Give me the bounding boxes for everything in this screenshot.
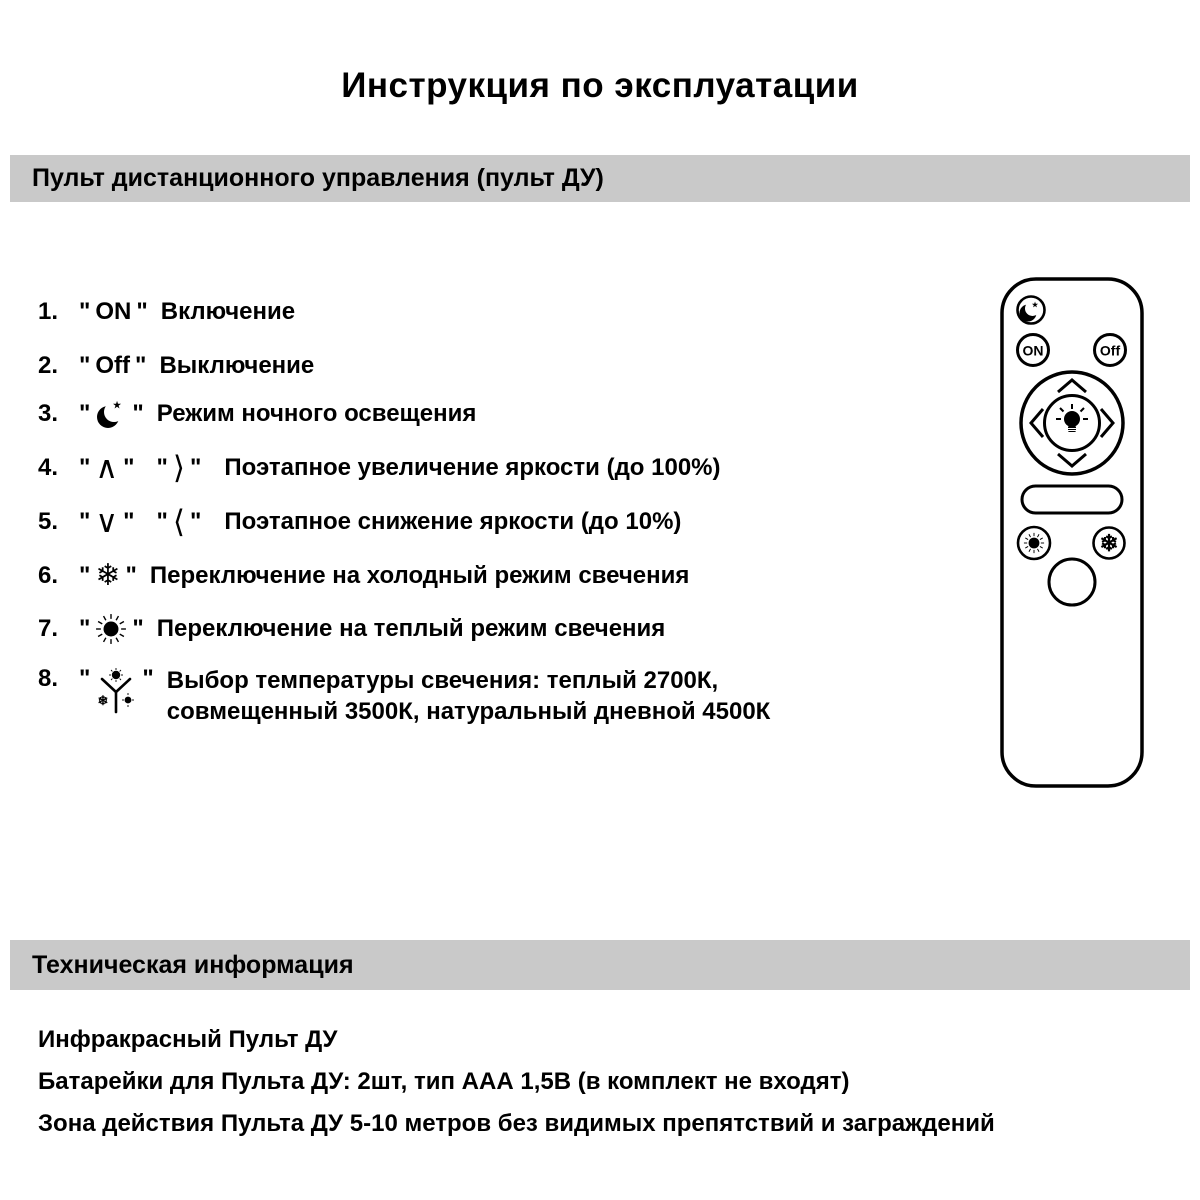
quote-mark: " (136, 298, 148, 325)
svg-text:❄: ❄ (97, 693, 109, 708)
section-header-tech-label: Техническая информация (32, 950, 354, 979)
list-item-off (38, 348, 314, 384)
quote-mark: " (79, 298, 91, 325)
cold-mode-button (1094, 528, 1125, 559)
tech-info-line: Инфракрасный Пульт ДУ (38, 1026, 338, 1053)
warm-mode-button (1018, 527, 1050, 559)
pill-button (1022, 486, 1122, 513)
item-text: Выбор температуры свечения: теплый 2700К, (166, 667, 719, 694)
list-item-cold-mode (38, 558, 689, 594)
chevron-down-icon: ∨ (95, 503, 119, 539)
item-number: 1. (38, 298, 59, 325)
item-text: Выключение (159, 352, 315, 379)
quote-mark: " (132, 615, 144, 642)
quote-mark: " (79, 454, 91, 481)
section-header-tech (10, 940, 1190, 990)
page-title: Инструкция по эксплуатации (341, 66, 859, 105)
quote-mark: " (79, 508, 91, 535)
item-text-line2: совмещенный 3500К, натуральный дневной 4500К (166, 698, 771, 725)
list-item-brightness-up (38, 450, 721, 486)
tech-info-line: Батарейки для Пульта ДУ: 2шт, тип ААА 1,5В (в комплект не входят) (38, 1068, 850, 1095)
quote-mark: " (142, 665, 154, 692)
on-button-label: ON (95, 298, 132, 325)
angle-right-icon: ⟩ (172, 449, 185, 485)
night-mode-button (1018, 297, 1045, 324)
item-text: Переключение на теплый режим свечения (156, 615, 666, 642)
quote-mark: " (189, 454, 202, 481)
star-icon: ★ (1031, 302, 1039, 309)
item-number: 3. (38, 400, 59, 427)
angle-left-icon: ⟨ (172, 503, 185, 539)
svg-text:ON: ON (1022, 342, 1044, 359)
item-number: 8. (38, 665, 59, 692)
item-number: 5. (38, 508, 59, 535)
remote-control-illustration (1000, 277, 1144, 793)
quote-mark: " (79, 665, 91, 692)
item-number: 2. (38, 352, 59, 379)
dpad-control (1021, 372, 1123, 474)
svg-text:Off: Off (1099, 342, 1121, 359)
off-button-label: Off (95, 352, 131, 379)
item-number: 4. (38, 454, 59, 481)
quote-mark: " (189, 508, 202, 535)
quote-mark: " (79, 562, 91, 589)
item-text: Переключение на холодный режим свечения (149, 562, 690, 589)
list-item-brightness-down (38, 504, 681, 540)
list-item-night-mode (38, 396, 476, 432)
quote-mark: " (156, 508, 168, 535)
quote-mark: " (79, 400, 91, 427)
tech-info-line: Зона действия Пульта ДУ 5-10 метров без видимых препятствий и заграждений (38, 1110, 995, 1137)
quote-mark: " (135, 352, 147, 379)
item-number: 7. (38, 615, 59, 642)
quote-mark: " (123, 454, 135, 481)
section-header-remote-label: Пульт дистанционного управления (пульт ДУ) (32, 164, 604, 192)
chevron-up-icon: ∧ (95, 449, 119, 485)
quote-mark: " (156, 454, 168, 481)
quote-mark: " (79, 615, 91, 642)
snowflake-icon: ❄ (1099, 530, 1119, 556)
off-button (1095, 335, 1126, 366)
item-text: Включение (160, 298, 296, 325)
list-item-temperature-select (38, 665, 771, 725)
list-item-on (38, 294, 295, 330)
quote-mark: " (123, 508, 135, 535)
quote-mark: " (79, 352, 91, 379)
moon-night-mode-icon (95, 397, 127, 431)
item-text: Режим ночного освещения (156, 400, 477, 427)
snowflake-icon: ❄ (95, 559, 121, 592)
item-number: 6. (38, 562, 59, 589)
round-blank-button (1049, 559, 1095, 605)
quote-mark: " (125, 562, 137, 589)
warm-mode-sun-icon (95, 613, 127, 645)
list-item-warm-mode (38, 611, 665, 647)
temperature-select-icon (95, 667, 137, 715)
quote-mark: " (132, 400, 144, 427)
svg-text:★: ★ (113, 400, 122, 410)
item-text: Поэтапное снижение яркости (до 10%) (224, 508, 682, 535)
section-header-remote (10, 155, 1190, 202)
on-button (1018, 335, 1049, 366)
item-text: Поэтапное увеличение яркости (до 100%) (224, 454, 721, 481)
